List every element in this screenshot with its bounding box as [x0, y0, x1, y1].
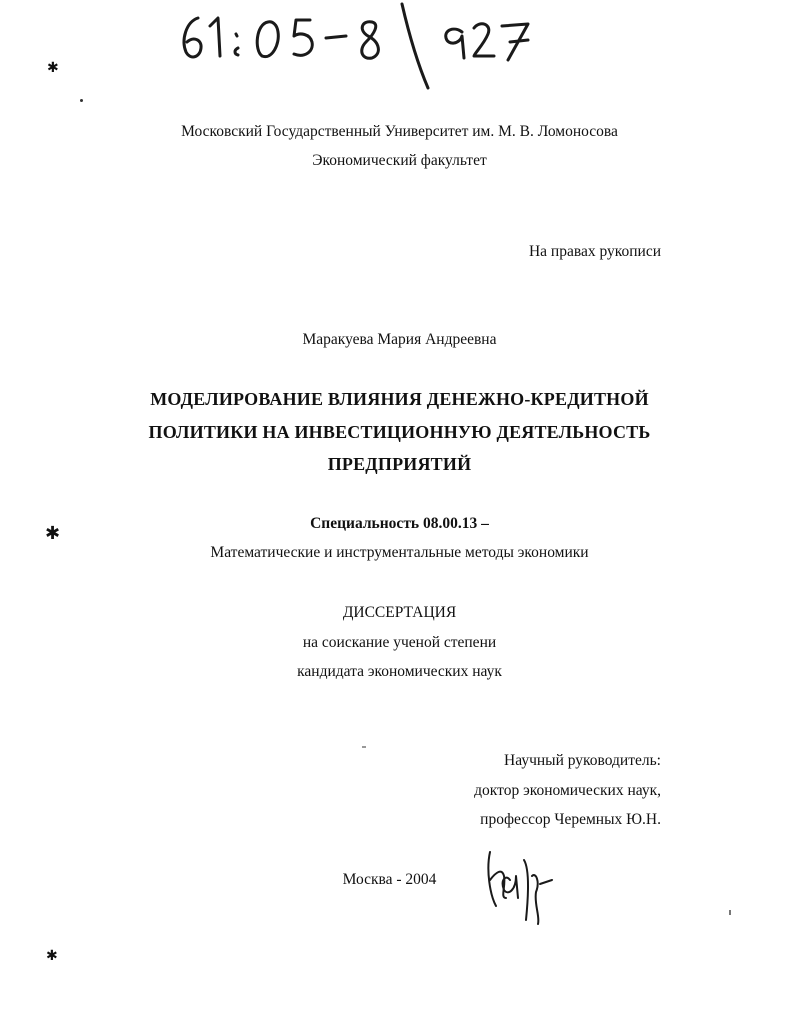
title-line-3: ПРЕДПРИЯТИЙ: [327, 454, 472, 474]
title-line-1: МОДЕЛИРОВАНИЕ ВЛИЯНИЯ ДЕНЕЖНО-КРЕДИТНОЙ: [150, 389, 649, 409]
dissertation-degree: кандидата экономических наук: [297, 663, 502, 680]
specialty-name: Математические и инструментальные методы экономики: [210, 544, 589, 561]
margin-dot: [362, 746, 366, 748]
university-name: Московский Государственный Университет им. М. В. Ломоносова: [181, 123, 618, 140]
margin-mark: ✱: [47, 60, 59, 76]
handwritten-archive-number: [0, 0, 799, 100]
city-year: Москва - 2004: [342, 871, 437, 888]
margin-dot: [80, 99, 83, 102]
dissertation-type: ДИССЕРТАЦИЯ: [342, 604, 457, 621]
supervisor-degree: доктор экономических наук,: [474, 782, 661, 799]
margin-mark: ✱: [45, 523, 61, 544]
dissertation-purpose: на соискание ученой степени: [302, 634, 497, 651]
title-line-2: ПОЛИТИКИ НА ИНВЕСТИЦИОННУЮ ДЕЯТЕЛЬНОСТЬ: [148, 422, 651, 442]
margin-dot: [729, 910, 731, 915]
manuscript-rights: На правах рукописи: [528, 243, 661, 260]
supervisor-heading: Научный руководитель:: [504, 752, 661, 769]
supervisor-name: профессор Черемных Ю.Н.: [480, 811, 661, 828]
margin-mark: ✱: [46, 948, 58, 964]
specialty-label: Специальность 08.00.13 –: [310, 515, 489, 532]
faculty-name: Экономический факультет: [312, 152, 487, 169]
author-name: Маракуева Мария Андреевна: [302, 331, 497, 348]
